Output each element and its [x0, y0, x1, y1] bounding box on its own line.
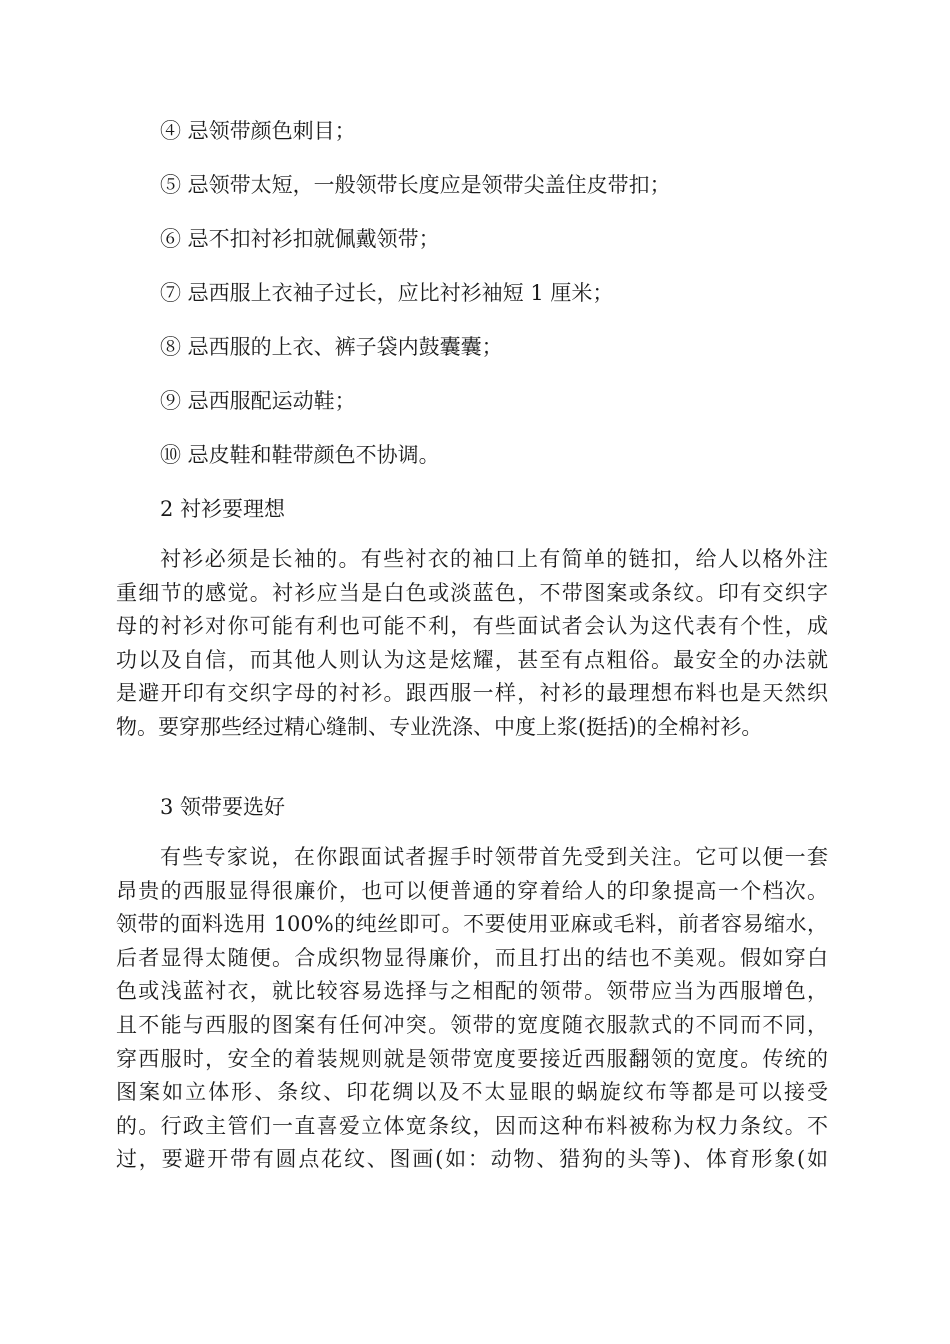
list-item-8: ⑧ 忌西服的上衣、裤子袋内鼓囊囊；	[160, 335, 503, 359]
paragraph-line: 色或浅蓝衬衣，就比较容易选择与之相配的领带。领带应当为西服增色，	[116, 979, 828, 1004]
paragraph-line: 物。要穿那些经过精心缝制、专业洗涤、中度上浆(挺括)的全棉衬衫。	[116, 714, 763, 739]
paragraph-line: 图案如立体形、条纹、印花绸以及不太显眼的蜗旋纹布等都是可以接受	[116, 1080, 828, 1105]
paragraph-line: 过，要避开带有圆点花纹、图画(如：动物、猎狗的头等)、体育形象(如	[116, 1147, 828, 1172]
paragraph-shirt	[116, 543, 828, 745]
list-item-4: ④ 忌领带颜色刺目；	[160, 119, 356, 143]
paragraph-line: 穿西服时，安全的着装规则就是领带宽度要接近西服翻领的宽度。传统的	[116, 1046, 828, 1071]
list-item-5: ⑤ 忌领带太短，一般领带长度应是领带尖盖住皮带扣；	[160, 173, 671, 197]
paragraph-line: 领带的面料选用 100%的纯丝即可。不要使用亚麻或毛料，前者容易缩水，	[116, 912, 828, 937]
paragraph-line: 昂贵的西服显得很廉价，也可以便普通的穿着给人的印象提高一个档次。	[116, 878, 828, 903]
paragraph-line: 功以及自信，而其他人则认为这是炫耀，甚至有点粗俗。最安全的办法就	[116, 647, 828, 672]
paragraph-line: 母的衬衫对你可能有利也可能不利，有些面试者会认为这代表有个性，成	[116, 614, 828, 639]
list-item-7: ⑦ 忌西服上衣袖子过长，应比衬衫袖短 1 厘米；	[160, 281, 614, 305]
paragraph-line: 是避开印有交织字母的衬衫。跟西服一样，衬衫的最理想布料也是天然织	[116, 681, 828, 706]
paragraph-line: 重细节的感觉。衬衫应当是白色或淡蓝色，不带图案或条纹。印有交织字	[116, 580, 828, 605]
list-item-10: ⑩ 忌皮鞋和鞋带颜色不协调。	[160, 443, 440, 467]
paragraph-line: 有些专家说，在你跟面试者握手时领带首先受到关注。它可以便一套	[160, 845, 828, 869]
list-item-6: ⑥ 忌不扣衬衫扣就佩戴领带；	[160, 227, 440, 251]
list-item-9: ⑨ 忌西服配运动鞋；	[160, 389, 356, 413]
paragraph-tie	[116, 841, 828, 1177]
section-heading-tie: 3 领带要选好	[160, 795, 286, 819]
paragraph-line: 衬衫必须是长袖的。有些衬衣的袖口上有简单的链扣，给人以格外注	[160, 547, 828, 571]
paragraph-line: 的。行政主管们一直喜爱立体宽条纹，因而这种布料被称为权力条纹。不	[116, 1113, 828, 1138]
paragraph-line: 后者显得太随便。合成织物显得廉价，而且打出的结也不美观。假如穿白	[116, 945, 828, 970]
paragraph-line: 且不能与西服的图案有任何冲突。领带的宽度随衣服款式的不同而不同，	[116, 1012, 828, 1037]
section-heading-shirt: 2 衬衫要理想	[160, 497, 286, 521]
